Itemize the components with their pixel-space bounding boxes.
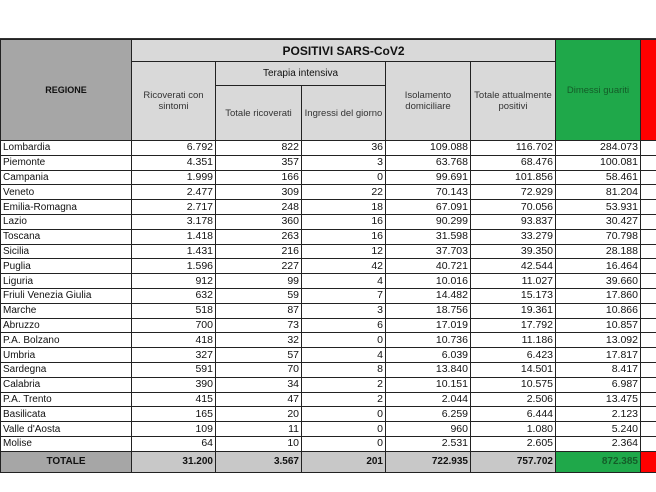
totale-row <box>1 451 656 472</box>
row-red-cell <box>641 392 656 407</box>
row-isolamento: 13.840 <box>386 362 471 377</box>
row-totale-positivi: 70.056 <box>471 200 556 215</box>
row-ti-totale: 73 <box>216 318 302 333</box>
row-ti-totale: 166 <box>216 170 302 185</box>
row-ti-ingressi: 0 <box>302 407 386 422</box>
row-red-cell <box>641 155 656 170</box>
row-regione: Piemonte <box>1 155 132 170</box>
row-isolamento: 10.151 <box>386 377 471 392</box>
row-regione: P.A. Bolzano <box>1 333 132 348</box>
row-totale-positivi: 2.506 <box>471 392 556 407</box>
row-red-cell <box>641 422 656 437</box>
totale-ti-totale: 3.567 <box>216 451 302 472</box>
row-ricoverati: 591 <box>132 362 216 377</box>
totale-dimessi: 872.385 <box>556 451 641 472</box>
row-ti-ingressi: 0 <box>302 436 386 451</box>
row-ti-ingressi: 7 <box>302 288 386 303</box>
table-row <box>1 318 656 333</box>
header-regione: REGIONE <box>1 40 132 141</box>
row-ti-ingressi: 8 <box>302 362 386 377</box>
row-dimessi: 2.123 <box>556 407 641 422</box>
row-dimessi: 70.798 <box>556 229 641 244</box>
row-ti-totale: 70 <box>216 362 302 377</box>
row-totale-positivi: 11.186 <box>471 333 556 348</box>
row-dimessi: 10.857 <box>556 318 641 333</box>
row-isolamento: 99.691 <box>386 170 471 185</box>
row-ti-totale: 59 <box>216 288 302 303</box>
row-red-cell <box>641 259 656 274</box>
table-row <box>1 244 656 259</box>
table-row <box>1 436 656 451</box>
row-dimessi: 13.475 <box>556 392 641 407</box>
row-ti-totale: 10 <box>216 436 302 451</box>
header-dimessi-guariti: Dimessi guariti <box>556 40 641 141</box>
row-dimessi: 30.427 <box>556 214 641 229</box>
table-row <box>1 141 656 156</box>
row-red-cell <box>641 229 656 244</box>
row-totale-positivi: 72.929 <box>471 185 556 200</box>
row-dimessi: 6.987 <box>556 377 641 392</box>
row-red-cell <box>641 244 656 259</box>
table-row <box>1 229 656 244</box>
row-ricoverati: 165 <box>132 407 216 422</box>
row-ti-ingressi: 18 <box>302 200 386 215</box>
row-totale-positivi: 10.575 <box>471 377 556 392</box>
row-ricoverati: 418 <box>132 333 216 348</box>
row-totale-positivi: 15.173 <box>471 288 556 303</box>
row-ti-ingressi: 4 <box>302 348 386 363</box>
row-isolamento: 10.736 <box>386 333 471 348</box>
row-red-cell <box>641 274 656 289</box>
row-ti-totale: 248 <box>216 200 302 215</box>
row-ti-totale: 99 <box>216 274 302 289</box>
row-totale-positivi: 42.544 <box>471 259 556 274</box>
row-ti-totale: 360 <box>216 214 302 229</box>
header-terapia-intensiva: Terapia intensiva <box>216 62 386 86</box>
row-ti-ingressi: 4 <box>302 274 386 289</box>
row-isolamento: 10.016 <box>386 274 471 289</box>
row-regione: Calabria <box>1 377 132 392</box>
row-ricoverati: 518 <box>132 303 216 318</box>
row-red-cell <box>641 200 656 215</box>
row-ti-ingressi: 36 <box>302 141 386 156</box>
row-isolamento: 67.091 <box>386 200 471 215</box>
row-totale-positivi: 2.605 <box>471 436 556 451</box>
table-row <box>1 170 656 185</box>
row-ti-ingressi: 6 <box>302 318 386 333</box>
row-regione: Umbria <box>1 348 132 363</box>
row-red-cell <box>641 141 656 156</box>
row-regione: Campania <box>1 170 132 185</box>
row-isolamento: 31.598 <box>386 229 471 244</box>
row-red-cell <box>641 362 656 377</box>
row-ricoverati: 700 <box>132 318 216 333</box>
row-regione: Liguria <box>1 274 132 289</box>
table-row <box>1 303 656 318</box>
table-row <box>1 348 656 363</box>
header-positivi: POSITIVI SARS-CoV2 <box>132 40 556 62</box>
row-ricoverati: 912 <box>132 274 216 289</box>
row-isolamento: 90.299 <box>386 214 471 229</box>
row-totale-positivi: 101.856 <box>471 170 556 185</box>
row-totale-positivi: 39.350 <box>471 244 556 259</box>
row-dimessi: 13.092 <box>556 333 641 348</box>
header-isolamento-domiciliare: Isolamento domiciliare <box>386 62 471 141</box>
table-row <box>1 362 656 377</box>
totale-isolamento: 722.935 <box>386 451 471 472</box>
totale-positivi: 757.702 <box>471 451 556 472</box>
row-ricoverati: 1.999 <box>132 170 216 185</box>
row-ricoverati: 3.178 <box>132 214 216 229</box>
row-ricoverati: 632 <box>132 288 216 303</box>
row-regione: Emilia-Romagna <box>1 200 132 215</box>
row-isolamento: 37.703 <box>386 244 471 259</box>
row-regione: Sardegna <box>1 362 132 377</box>
header-ingressi-del-giorno: Ingressi del giorno <box>302 86 386 141</box>
header-totale-attualmente-positivi: Totale attualmente positivi <box>471 62 556 141</box>
row-ricoverati: 64 <box>132 436 216 451</box>
table-row <box>1 333 656 348</box>
row-ti-totale: 263 <box>216 229 302 244</box>
row-isolamento: 960 <box>386 422 471 437</box>
row-isolamento: 40.721 <box>386 259 471 274</box>
row-ricoverati: 109 <box>132 422 216 437</box>
row-ti-ingressi: 12 <box>302 244 386 259</box>
row-ti-totale: 357 <box>216 155 302 170</box>
row-regione: Friuli Venezia Giulia <box>1 288 132 303</box>
totale-label: TOTALE <box>1 451 132 472</box>
row-dimessi: 39.660 <box>556 274 641 289</box>
row-regione: Puglia <box>1 259 132 274</box>
row-ti-ingressi: 0 <box>302 333 386 348</box>
row-ti-totale: 309 <box>216 185 302 200</box>
row-regione: Marche <box>1 303 132 318</box>
row-isolamento: 17.019 <box>386 318 471 333</box>
row-isolamento: 63.768 <box>386 155 471 170</box>
row-ti-totale: 20 <box>216 407 302 422</box>
table-row <box>1 200 656 215</box>
table-row <box>1 422 656 437</box>
row-dimessi: 58.461 <box>556 170 641 185</box>
table-row <box>1 392 656 407</box>
row-ti-totale: 87 <box>216 303 302 318</box>
totale-ti-ingressi: 201 <box>302 451 386 472</box>
row-regione: Sicilia <box>1 244 132 259</box>
row-ricoverati: 1.431 <box>132 244 216 259</box>
row-dimessi: 28.188 <box>556 244 641 259</box>
row-isolamento: 109.088 <box>386 141 471 156</box>
row-regione: Lombardia <box>1 141 132 156</box>
row-isolamento: 70.143 <box>386 185 471 200</box>
row-ti-totale: 216 <box>216 244 302 259</box>
row-red-cell <box>641 333 656 348</box>
totale-ricoverati: 31.200 <box>132 451 216 472</box>
table-row <box>1 377 656 392</box>
row-ti-ingressi: 3 <box>302 155 386 170</box>
row-ricoverati: 6.792 <box>132 141 216 156</box>
table-row <box>1 185 656 200</box>
row-dimessi: 16.464 <box>556 259 641 274</box>
row-isolamento: 14.482 <box>386 288 471 303</box>
row-red-cell <box>641 436 656 451</box>
row-ti-ingressi: 22 <box>302 185 386 200</box>
row-dimessi: 17.817 <box>556 348 641 363</box>
row-dimessi: 10.866 <box>556 303 641 318</box>
row-red-cell <box>641 170 656 185</box>
row-ricoverati: 1.418 <box>132 229 216 244</box>
row-totale-positivi: 6.444 <box>471 407 556 422</box>
row-ricoverati: 327 <box>132 348 216 363</box>
row-ti-totale: 57 <box>216 348 302 363</box>
row-totale-positivi: 6.423 <box>471 348 556 363</box>
row-totale-positivi: 68.476 <box>471 155 556 170</box>
row-totale-positivi: 116.702 <box>471 141 556 156</box>
row-totale-positivi: 33.279 <box>471 229 556 244</box>
row-ricoverati: 4.351 <box>132 155 216 170</box>
row-totale-positivi: 14.501 <box>471 362 556 377</box>
row-totale-positivi: 1.080 <box>471 422 556 437</box>
row-red-cell <box>641 288 656 303</box>
row-isolamento: 6.259 <box>386 407 471 422</box>
row-red-cell <box>641 318 656 333</box>
row-isolamento: 6.039 <box>386 348 471 363</box>
row-regione: Veneto <box>1 185 132 200</box>
row-ricoverati: 415 <box>132 392 216 407</box>
header-ricoverati-con-sintomi: Ricoverati con sintomi <box>132 62 216 141</box>
table-row <box>1 155 656 170</box>
row-ricoverati: 1.596 <box>132 259 216 274</box>
row-ricoverati: 390 <box>132 377 216 392</box>
row-regione: P.A. Trento <box>1 392 132 407</box>
row-ti-totale: 227 <box>216 259 302 274</box>
table-row <box>1 259 656 274</box>
row-ti-totale: 11 <box>216 422 302 437</box>
row-regione: Toscana <box>1 229 132 244</box>
row-regione: Basilicata <box>1 407 132 422</box>
covid-regions-table <box>0 39 656 473</box>
row-red-cell <box>641 185 656 200</box>
row-ti-ingressi: 2 <box>302 392 386 407</box>
row-totale-positivi: 17.792 <box>471 318 556 333</box>
table-row <box>1 407 656 422</box>
table-row <box>1 214 656 229</box>
row-ti-ingressi: 2 <box>302 377 386 392</box>
row-ti-totale: 32 <box>216 333 302 348</box>
row-ti-ingressi: 0 <box>302 422 386 437</box>
row-red-cell <box>641 377 656 392</box>
row-dimessi: 2.364 <box>556 436 641 451</box>
row-dimessi: 5.240 <box>556 422 641 437</box>
row-dimessi: 284.073 <box>556 141 641 156</box>
row-totale-positivi: 93.837 <box>471 214 556 229</box>
row-ti-totale: 34 <box>216 377 302 392</box>
row-regione: Abruzzo <box>1 318 132 333</box>
row-regione: Molise <box>1 436 132 451</box>
row-isolamento: 2.044 <box>386 392 471 407</box>
table-row <box>1 274 656 289</box>
row-dimessi: 8.417 <box>556 362 641 377</box>
row-red-cell <box>641 348 656 363</box>
row-red-cell <box>641 303 656 318</box>
row-ti-ingressi: 16 <box>302 214 386 229</box>
row-dimessi: 81.204 <box>556 185 641 200</box>
row-ti-ingressi: 42 <box>302 259 386 274</box>
row-ti-ingressi: 0 <box>302 170 386 185</box>
row-ti-ingressi: 3 <box>302 303 386 318</box>
row-totale-positivi: 11.027 <box>471 274 556 289</box>
row-red-cell <box>641 407 656 422</box>
row-dimessi: 17.860 <box>556 288 641 303</box>
row-isolamento: 18.756 <box>386 303 471 318</box>
row-ti-totale: 822 <box>216 141 302 156</box>
row-regione: Lazio <box>1 214 132 229</box>
totale-red-cell <box>641 451 656 472</box>
row-ti-ingressi: 16 <box>302 229 386 244</box>
table-row <box>1 288 656 303</box>
row-ricoverati: 2.477 <box>132 185 216 200</box>
row-isolamento: 2.531 <box>386 436 471 451</box>
row-dimessi: 100.081 <box>556 155 641 170</box>
row-regione: Valle d'Aosta <box>1 422 132 437</box>
row-ti-totale: 47 <box>216 392 302 407</box>
row-dimessi: 53.931 <box>556 200 641 215</box>
row-totale-positivi: 19.361 <box>471 303 556 318</box>
row-red-cell <box>641 214 656 229</box>
header-totale-ricoverati: Totale ricoverati <box>216 86 302 141</box>
header-red-column <box>641 40 656 141</box>
row-ricoverati: 2.717 <box>132 200 216 215</box>
